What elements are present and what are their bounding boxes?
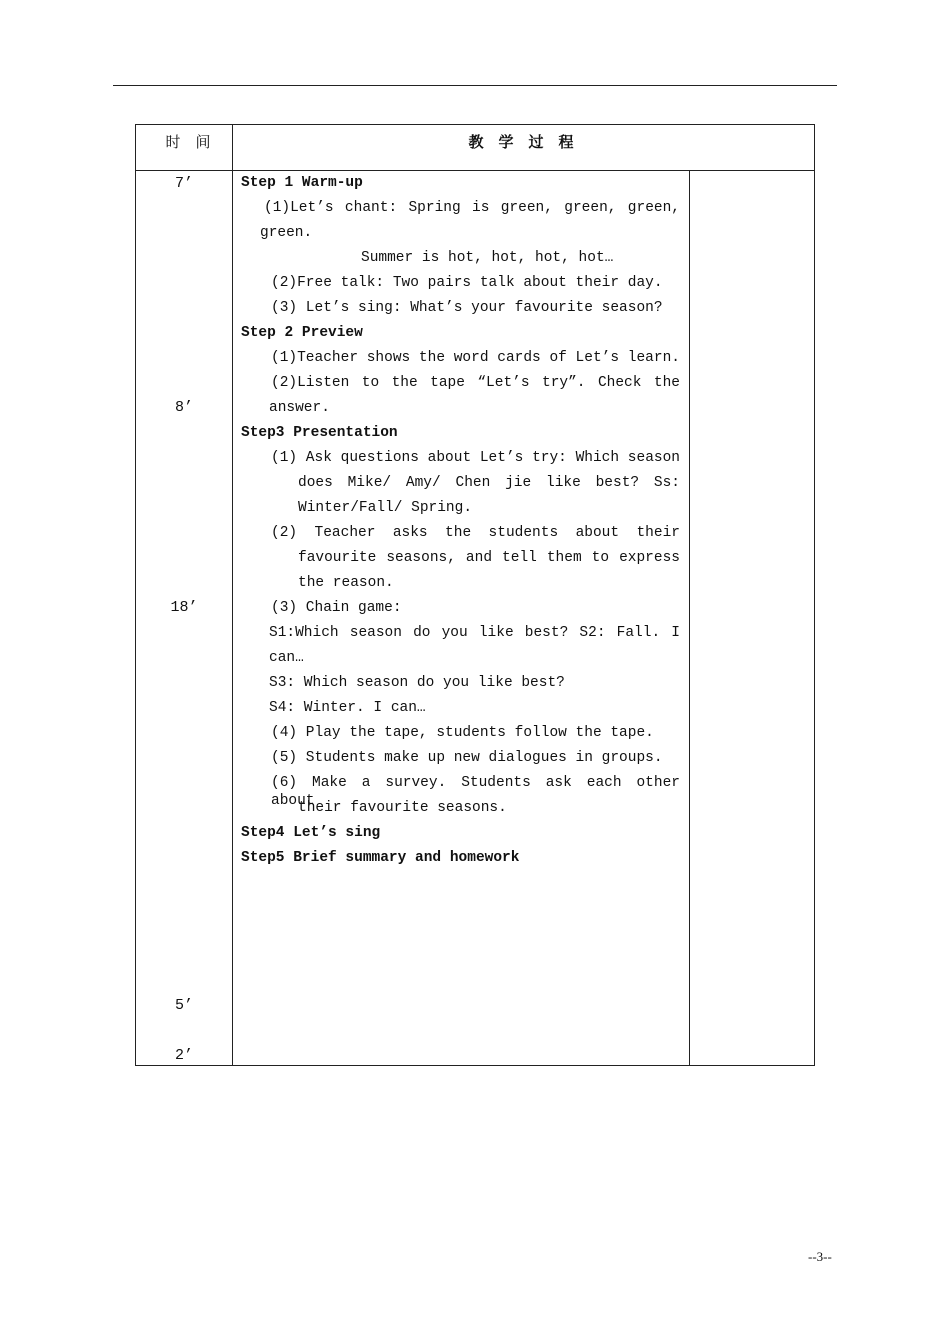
column-divider-time bbox=[232, 125, 233, 1065]
step3-title: Step3 Presentation bbox=[241, 425, 398, 441]
page-number: --3-- bbox=[808, 1249, 832, 1264]
step3-line3: Winter/Fall/ Spring. bbox=[298, 500, 473, 516]
step3-line2: does Mike/ Amy/ Chen jie like best? Ss: bbox=[298, 475, 680, 491]
step4-title: Step4 Let’s sing bbox=[241, 825, 381, 841]
time-step3: 18’ bbox=[170, 599, 198, 616]
step3-line12: (4) Play the tape, students follow the tape. bbox=[271, 725, 654, 741]
step3-line9: can… bbox=[269, 650, 304, 666]
step1-title: Step 1 Warm-up bbox=[241, 175, 363, 191]
step3-line10: S3: Which season do you like best? bbox=[269, 675, 565, 691]
step1-line2: green. bbox=[260, 225, 313, 241]
step1-line3: Summer is hot, hot, hot, hot… bbox=[361, 250, 614, 266]
column-divider-notes bbox=[689, 170, 690, 1065]
step3-line15: their favourite seasons. bbox=[298, 800, 507, 816]
time-step2: 8’ bbox=[174, 399, 193, 416]
header-divider bbox=[136, 170, 814, 171]
step3-line4: (2) Teacher asks the students about their bbox=[271, 525, 680, 541]
step1-line1: (1)Let’s chant: Spring is green, green, green, bbox=[264, 200, 680, 216]
top-rule bbox=[113, 85, 837, 86]
step5-title: Step5 Brief summary and homework bbox=[241, 850, 520, 866]
step2-line2: (2)Listen to the tape “Let’s try”. Check the bbox=[271, 375, 680, 391]
step1-line4: (2)Free talk: Two pairs talk about their day. bbox=[271, 275, 663, 291]
step3-line7: (3) Chain game: bbox=[271, 600, 402, 616]
step2-line3: answer. bbox=[269, 400, 330, 416]
step3-line13: (5) Students make up new dialogues in groups. bbox=[271, 750, 663, 766]
time-step5: 2’ bbox=[174, 1047, 193, 1064]
step3-line14: (6) Make a survey. Students ask each other about bbox=[271, 775, 680, 809]
time-header: 时 间 bbox=[165, 133, 211, 151]
step3-line8: S1:Which season do you like best? S2: Fall. I bbox=[269, 625, 680, 641]
step3-line5: favourite seasons, and tell them to express bbox=[298, 550, 680, 566]
process-header: 教 学 过 程 bbox=[468, 133, 574, 151]
step3-line11: S4: Winter. I can… bbox=[269, 700, 426, 716]
time-step4: 5’ bbox=[174, 997, 193, 1014]
step3-line1: (1) Ask questions about Let’s try: Which season bbox=[271, 450, 680, 466]
step2-title: Step 2 Preview bbox=[241, 325, 363, 341]
step3-line6: the reason. bbox=[298, 575, 394, 591]
step2-line1: (1)Teacher shows the word cards of Let’s learn. bbox=[271, 350, 680, 366]
step1-line5: (3) Let’s sing: What’s your favourite season? bbox=[271, 300, 663, 316]
time-step1: 7’ bbox=[174, 175, 193, 192]
